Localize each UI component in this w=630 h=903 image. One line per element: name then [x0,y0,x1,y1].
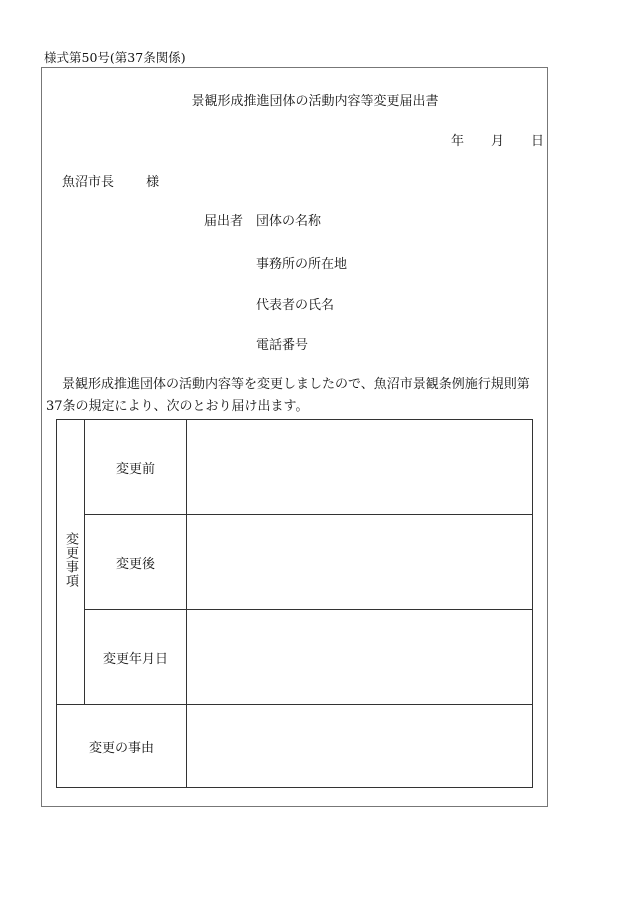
changes-table [56,419,533,788]
body-text [46,374,546,418]
category-label: 変更事項 [63,532,78,588]
table-row [57,610,533,705]
before-value-field[interactable] [187,420,533,515]
addressee-name: 魚沼市長 [62,175,115,190]
notifier-label: 届出者 [204,214,244,229]
after-value-field[interactable] [187,515,533,610]
notifier-field-org-name: 団体の名称 [256,214,322,229]
body-text-line-1: 景観形成推進団体の活動内容等を変更しましたので、魚沼市景観条例施行規則第 [62,377,530,392]
date-day-label: 日 [531,134,545,149]
row-label-before: 変更前 [85,420,187,515]
notifier-field-representative: 代表者の氏名 [256,298,335,313]
category-cell [57,420,85,705]
row-label-after: 変更後 [85,515,187,610]
notifier-field-office-address: 事務所の所在地 [256,257,348,272]
table-row [57,515,533,610]
addressee-honorific: 様 [146,175,160,190]
table-row [57,420,533,515]
body-text-line-2: 37条の規定により、次のとおり届け出ます。 [46,399,309,414]
reason-value-field[interactable] [187,705,533,788]
row-label-change-date: 変更年月日 [85,610,187,705]
notifier-field-phone: 電話番号 [256,338,309,353]
form-title: 景観形成推進団体の活動内容等変更届出書 [191,94,439,109]
form-number: 様式第50号(第37条関係) [44,50,186,65]
date-year-label: 年 [451,134,465,149]
change-date-value-field[interactable] [187,610,533,705]
table-row [57,705,533,788]
date-month-label: 月 [491,134,505,149]
reason-label: 変更の事由 [57,705,187,788]
addressee [62,171,159,190]
